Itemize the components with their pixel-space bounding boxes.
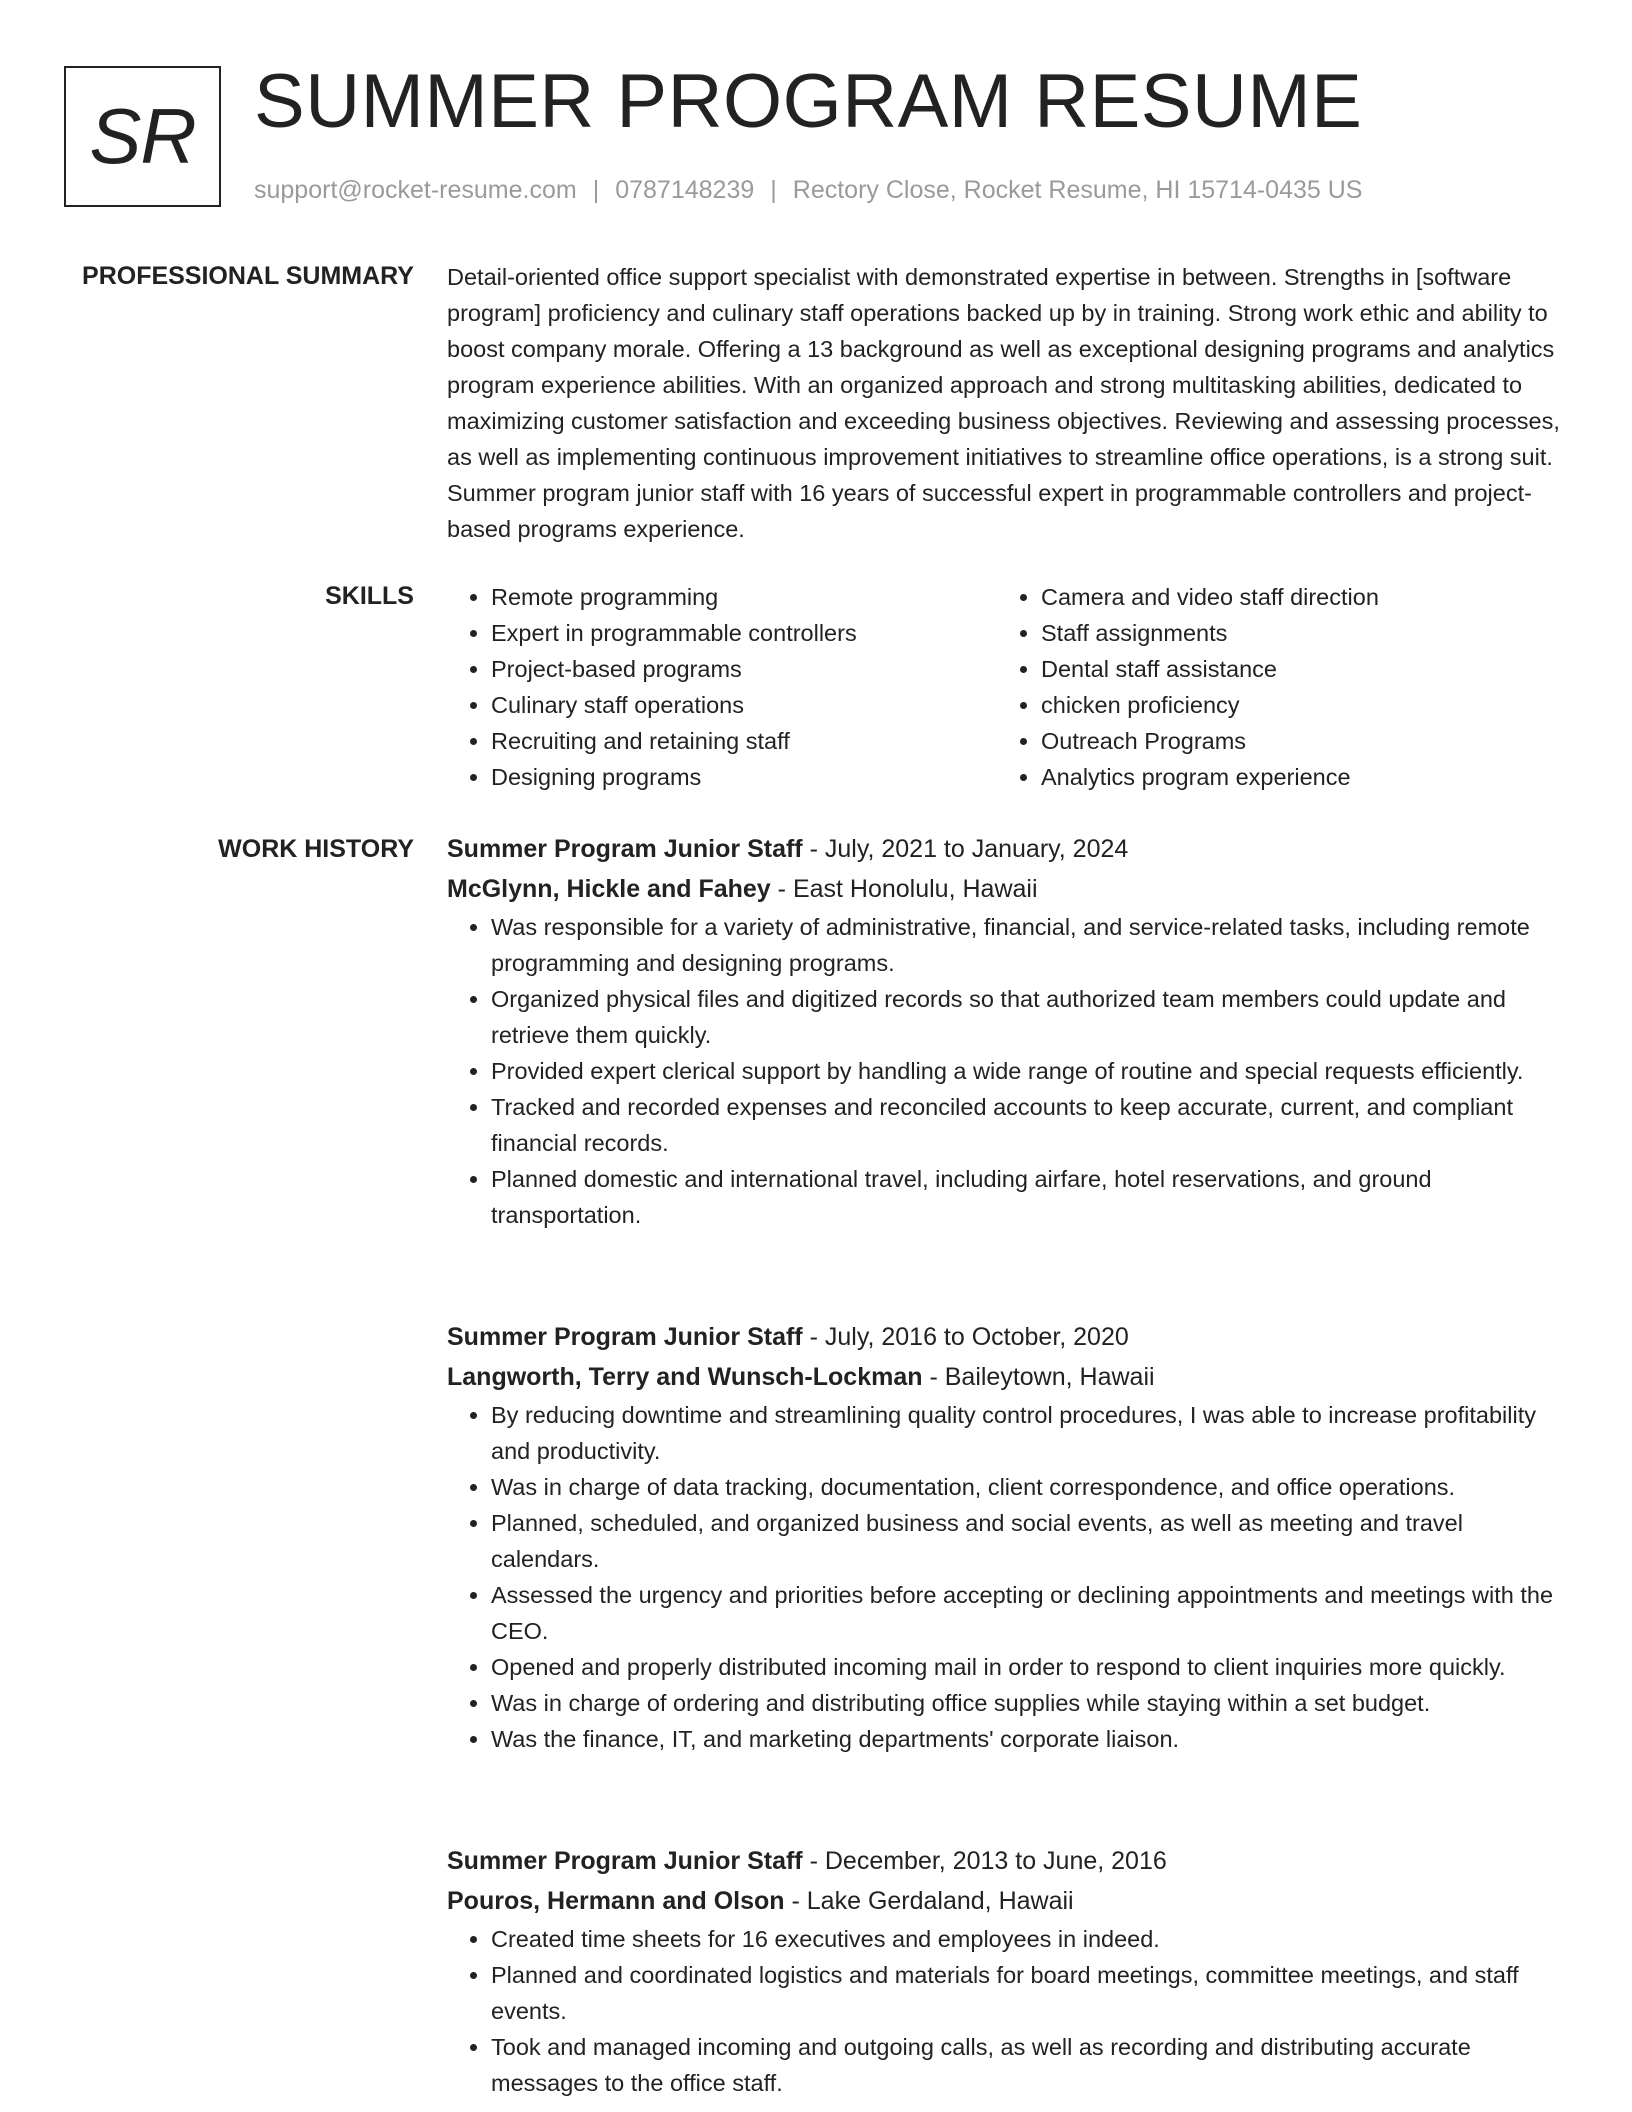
contact-email: support@rocket-resume.com (254, 176, 577, 204)
job-dates: July, 2021 to January, 2024 (824, 835, 1129, 863)
job-bullet: • Tracked and recorded expenses and reconciled accounts to keep accurate, current, and compliant financial records. (491, 1089, 1567, 1161)
job-bullet: • Was responsible for a variety of administrative, financial, and service-related tasks, including remote programming and designing programs. (491, 909, 1567, 981)
job-role: Summer Program Junior Staff (447, 1323, 803, 1351)
job-role: Summer Program Junior Staff (447, 1847, 803, 1875)
job-location: East Honolulu, Hawaii (792, 875, 1038, 903)
skill-item: • Dental staff assistance (1041, 651, 1547, 687)
job-company: Pouros, Hermann and Olson (447, 1887, 785, 1915)
monogram-box (64, 66, 221, 207)
job-title-line: Summer Program Junior Staff - July, 2016 to October, 2020 (447, 1323, 1129, 1351)
contact-line (254, 174, 1362, 206)
job-entry (447, 829, 1567, 1233)
skills-column-left (447, 579, 997, 795)
job-bullet: • Planned and coordinated logistics and materials for board meetings, committee meetings, and staff events. (491, 1957, 1567, 2029)
job-company-line: McGlynn, Hickle and Fahey - East Honolulu, Hawaii (447, 875, 1038, 903)
skills-body (447, 579, 1567, 795)
skills-list-left (447, 579, 997, 795)
job-bullet: • Was the finance, IT, and marketing departments' corporate liaison. (491, 1721, 1567, 1757)
job-bullets (447, 1397, 1567, 1757)
work-history-heading: WORK HISTORY (218, 835, 414, 863)
skill-item: • Outreach Programs (1041, 723, 1547, 759)
job-title-line: Summer Program Junior Staff - December, 2013 to June, 2016 (447, 1847, 1167, 1875)
monogram-initials: SR (89, 92, 196, 180)
job-bullet: • Planned domestic and international travel, including airfare, hotel reservations, and ground transportation. (491, 1161, 1567, 1233)
job-bullet: • Opened and properly distributed incoming mail in order to respond to client inquiries more quickly. (491, 1649, 1567, 1685)
summary-body (447, 259, 1567, 547)
skill-item: • Camera and video staff direction (1041, 579, 1547, 615)
summary-heading: PROFESSIONAL SUMMARY (82, 262, 414, 290)
job-bullet: • Organized physical files and digitized records so that authorized team members could update and retrieve them quickly. (491, 981, 1567, 1053)
contact-address: Rectory Close, Rocket Resume, HI 15714-0435 US (792, 176, 1363, 204)
job-bullet: • By reducing downtime and streamlining quality control procedures, I was able to increase profitability and productivity. (491, 1397, 1567, 1469)
skill-item: • Analytics program experience (1041, 759, 1547, 795)
job-bullet: • Assessed the urgency and priorities before accepting or declining appointments and meetings with the CEO. (491, 1577, 1567, 1649)
skill-item: • Staff assignments (1041, 615, 1547, 651)
job-bullet: • Was in charge of data tracking, documentation, client correspondence, and office operations. (491, 1469, 1567, 1505)
skill-item: • Recruiting and retaining staff (491, 723, 997, 759)
contact-phone: 0787148239 (615, 176, 755, 204)
job-bullets (447, 1921, 1567, 2101)
job-bullet: • Took and managed incoming and outgoing calls, as well as recording and distributing accurate messages to the office staff. (491, 2029, 1567, 2101)
skill-item: • Expert in programmable controllers (491, 615, 997, 651)
job-company-line: Langworth, Terry and Wunsch-Lockman - Baileytown, Hawaii (447, 1363, 1155, 1391)
skill-item: • Culinary staff operations (491, 687, 997, 723)
resume-name: SUMMER PROGRAM RESUME (254, 59, 1363, 144)
job-company: McGlynn, Hickle and Fahey (447, 875, 771, 903)
job-role: Summer Program Junior Staff (447, 835, 803, 863)
job-bullet: • Provided expert clerical support by handling a wide range of routine and special requests efficiently. (491, 1053, 1567, 1089)
job-bullet: • Created time sheets for 16 executives and employees in indeed. (491, 1921, 1567, 1957)
job-company-line: Pouros, Hermann and Olson - Lake Gerdaland, Hawaii (447, 1887, 1074, 1915)
skills-heading: SKILLS (325, 582, 414, 610)
job-entry (447, 1841, 1567, 2101)
job-bullets (447, 909, 1567, 1233)
job-bullet: • Planned, scheduled, and organized business and social events, as well as meeting and travel calendars. (491, 1505, 1567, 1577)
job-entry (447, 1317, 1567, 1757)
contact-separator: | (592, 176, 600, 204)
contact-separator: | (770, 176, 777, 204)
skills-column-right (997, 579, 1547, 795)
job-title-line: Summer Program Junior Staff - July, 2021 to January, 2024 (447, 835, 1129, 863)
job-location: Baileytown, Hawaii (944, 1363, 1155, 1391)
skills-list-right (997, 579, 1547, 795)
skill-item: • Remote programming (491, 579, 997, 615)
job-bullet: • Was in charge of ordering and distributing office supplies while staying within a set budget. (491, 1685, 1567, 1721)
skill-item: • Project-based programs (491, 651, 997, 687)
skill-item: • Designing programs (491, 759, 997, 795)
summary-text: Detail-oriented office support specialist with demonstrated expertise in between. Strengths in [software program] proficiency and culinary staff operations backed up by in training. Strong work ethic and ability to boost company morale. Offering a 13 background as well as exceptional designing programs and analytics program experience abilities. With an organized approach and strong multitasking abilities, dedicated to maximizing customer satisfaction and exceeding business objectives. Reviewing and assessing processes, as well as implementing continuous improvement initiatives to streamline office operations, is a strong suit. Summer program junior staff with 16 years of successful expert in programmable controllers and project-based programs experience. (447, 264, 1560, 542)
job-dates: December, 2013 to June, 2016 (824, 1847, 1167, 1875)
skill-item: • chicken proficiency (1041, 687, 1547, 723)
job-location: Lake Gerdaland, Hawaii (806, 1887, 1074, 1915)
job-company: Langworth, Terry and Wunsch-Lockman (447, 1363, 923, 1391)
job-dates: July, 2016 to October, 2020 (824, 1323, 1129, 1351)
